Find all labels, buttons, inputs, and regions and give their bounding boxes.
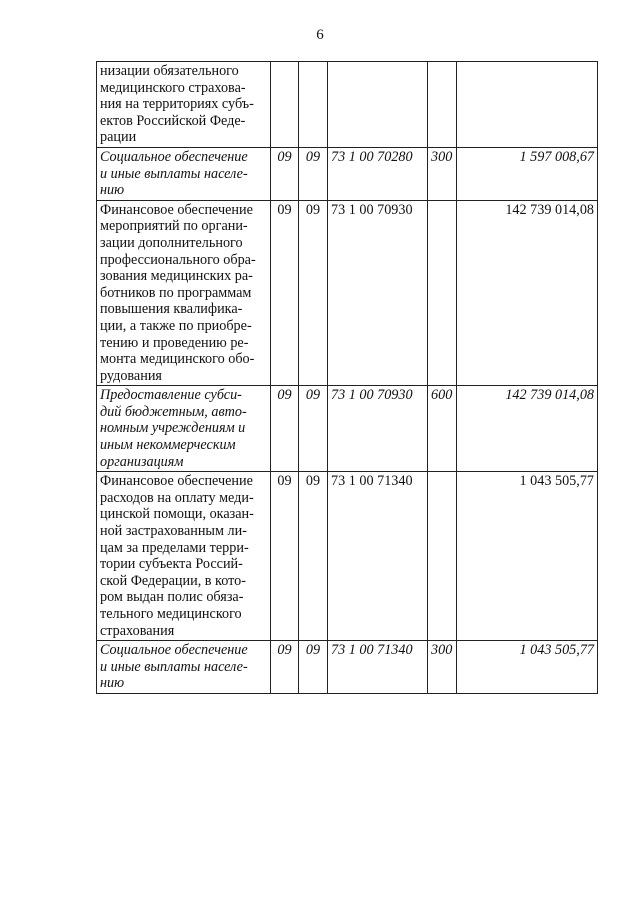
expense-name-line: ской Федерации, в кото-	[100, 572, 246, 589]
expense-name-line: ции, а также по приобре-	[100, 317, 252, 334]
target-article-cell: 73 1 00 71340	[328, 472, 428, 641]
table-row	[97, 200, 598, 386]
expense-name-line: тельного медицинского	[100, 606, 242, 622]
expense-type-cell	[428, 200, 457, 386]
table-row	[97, 641, 598, 694]
subsection-code-cell: 09	[299, 641, 328, 694]
amount-cell: 142 739 014,08	[457, 200, 598, 386]
section-code-cell: 09	[271, 200, 299, 386]
expense-name-line: рудования	[100, 367, 162, 384]
expense-name-line: номным учреждениям и	[100, 420, 246, 437]
expense-name-line: ром выдан полис обяза-	[100, 589, 244, 606]
expense-name-line: Финансовое обеспечение	[100, 201, 253, 218]
section-code-cell: 09	[271, 147, 299, 200]
expense-name-line: дий бюджетным, авто-	[100, 403, 247, 420]
expense-name-line: низации обязательного	[100, 63, 239, 79]
expense-name-cell	[97, 386, 271, 472]
expense-name-line: ектов Российской Феде-	[100, 112, 246, 129]
expense-name-line: и иные выплаты населе-	[100, 165, 248, 182]
section-code-cell: 09	[271, 472, 299, 641]
expense-name-line: нию	[100, 182, 125, 199]
target-article-cell: 73 1 00 70930	[328, 200, 428, 386]
amount-cell	[457, 62, 598, 148]
expense-name-cell	[97, 641, 271, 694]
expense-name-line: профессионального обра-	[100, 251, 256, 268]
expense-name-line: зации дополнительного	[100, 234, 243, 251]
expense-name-line: цинской помощи, оказан-	[100, 506, 254, 523]
subsection-code-cell: 09	[299, 147, 328, 200]
table-row	[97, 386, 598, 472]
expense-name-line: организациям	[100, 453, 184, 470]
expense-name-cell	[97, 472, 271, 641]
expense-name-line: мероприятий по органи-	[100, 218, 248, 235]
expense-name-line: нию	[100, 675, 125, 692]
expense-name-line: и иные выплаты населе-	[100, 658, 248, 675]
expense-type-cell: 300	[428, 641, 457, 694]
page-number: 6	[316, 27, 324, 43]
amount-cell: 1 043 505,77	[457, 641, 598, 694]
amount-cell: 142 739 014,08	[457, 386, 598, 472]
budget-table-body	[97, 62, 598, 694]
target-article-cell: 73 1 00 71340	[328, 641, 428, 694]
expense-name-line: ботников по программам	[100, 284, 252, 301]
expense-name-line: рации	[100, 129, 137, 146]
expense-name-line: ния на территориях субъ-	[100, 96, 254, 113]
table-row	[97, 472, 598, 641]
expense-name-line: медицинского страхова-	[100, 79, 246, 96]
section-code-cell	[271, 62, 299, 148]
target-article-cell	[328, 62, 428, 148]
expense-name-line: тории субъекта Россий-	[100, 556, 243, 573]
expense-name-line: цам за пределами терри-	[100, 539, 249, 556]
expense-type-cell	[428, 62, 457, 148]
subsection-code-cell	[299, 62, 328, 148]
expense-type-cell	[428, 472, 457, 641]
table-row	[97, 62, 598, 148]
subsection-code-cell: 09	[299, 472, 328, 641]
amount-cell: 1 597 008,67	[457, 147, 598, 200]
expense-name-line: тению и проведению ре-	[100, 334, 249, 351]
expense-name-cell	[97, 147, 271, 200]
expense-name-cell	[97, 62, 271, 148]
expense-name-line: Социальное обеспечение	[100, 148, 248, 165]
expense-name-line: повышения квалифика-	[100, 301, 243, 318]
expense-type-cell: 300	[428, 147, 457, 200]
expense-name-line: ной застрахованным ли-	[100, 523, 247, 540]
expense-name-line: страхования	[100, 622, 175, 639]
table-row	[97, 147, 598, 200]
subsection-code-cell: 09	[299, 200, 328, 386]
target-article-cell: 73 1 00 70930	[328, 386, 428, 472]
expense-name-line: Предоставление субси-	[100, 387, 242, 404]
target-article-cell: 73 1 00 70280	[328, 147, 428, 200]
section-code-cell: 09	[271, 641, 299, 694]
amount-cell: 1 043 505,77	[457, 472, 598, 641]
expense-name-line: расходов на оплату меди-	[100, 489, 254, 506]
section-code-cell: 09	[271, 386, 299, 472]
expense-name-cell	[97, 200, 271, 386]
expense-name-line: зования медицинских ра-	[100, 268, 253, 285]
expense-name-line: иным некоммерческим	[100, 437, 236, 454]
subsection-code-cell: 09	[299, 386, 328, 472]
expense-name-line: Финансовое обеспечение	[100, 473, 253, 490]
expense-name-line: Социальное обеспечение	[100, 642, 248, 659]
budget-table	[96, 61, 598, 694]
expense-name-line: монта медицинского обо-	[100, 351, 255, 368]
expense-type-cell: 600	[428, 386, 457, 472]
